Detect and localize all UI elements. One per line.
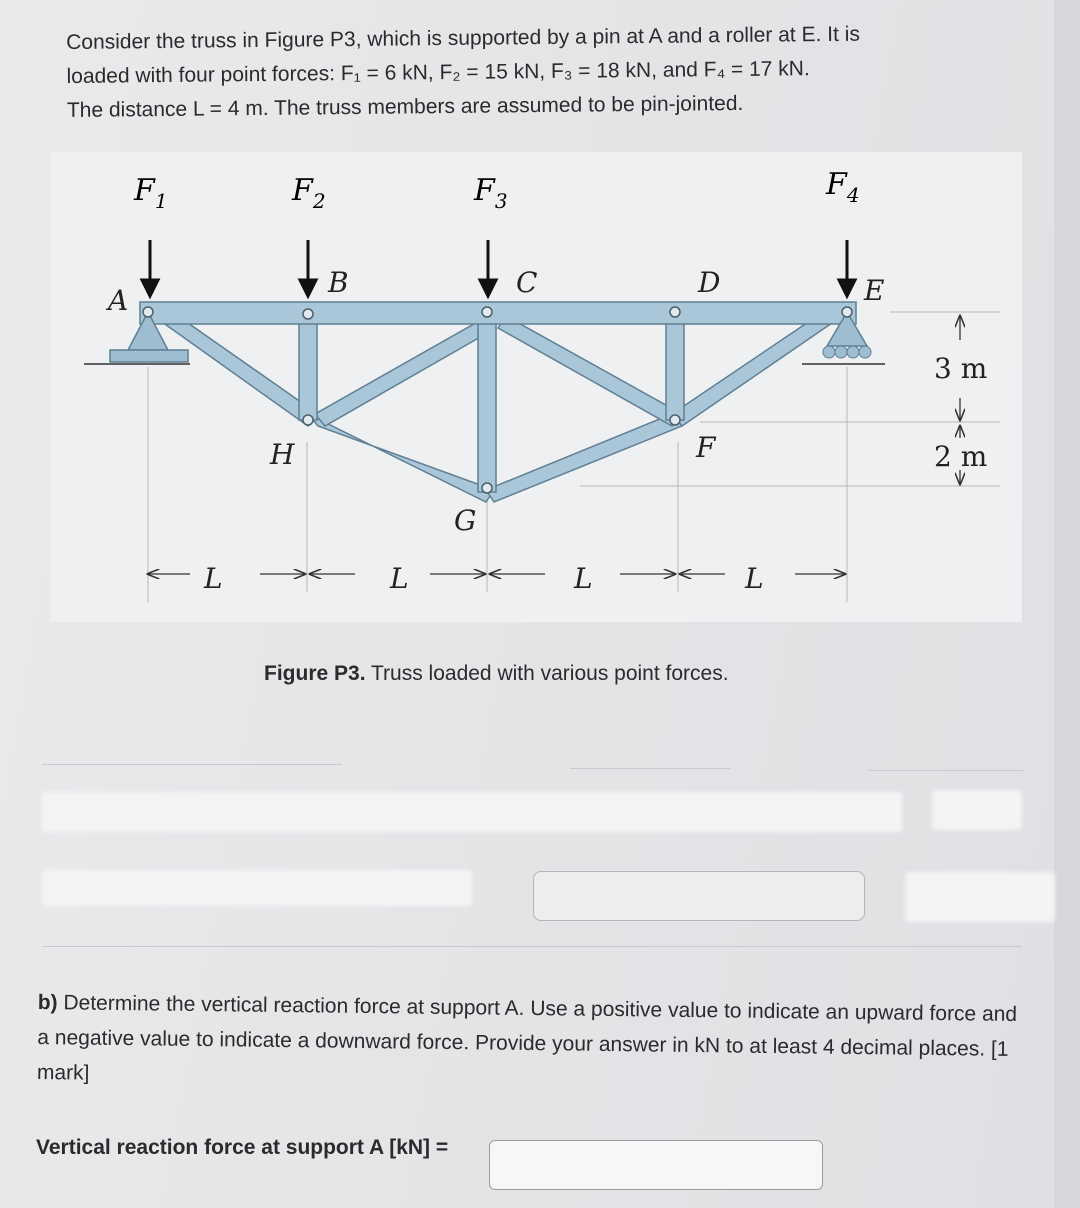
answer-input[interactable] bbox=[489, 1140, 823, 1190]
divider-rule bbox=[42, 764, 342, 765]
span-label-1: L bbox=[204, 562, 223, 595]
node-label-f: F bbox=[696, 431, 716, 464]
node-label-h: H bbox=[270, 438, 295, 471]
span-label-2: L bbox=[390, 562, 409, 595]
member-gf bbox=[486, 414, 682, 502]
node-label-b: B bbox=[328, 266, 349, 299]
section-divider bbox=[42, 946, 1022, 947]
intro-line-1: Consider the truss in Figure P3, which is supported by a pin at A and a roller at E. It is bbox=[66, 22, 860, 54]
force-label-f4: $F_4$ bbox=[826, 167, 860, 207]
force-f3-value: F₃ = 18 kN, and bbox=[550, 58, 704, 83]
answer-label: Vertical reaction force at support A [kN] = bbox=[36, 1136, 449, 1159]
truss-figure bbox=[50, 152, 1022, 622]
force-label-f2: $F_2$ bbox=[292, 173, 326, 213]
figure-caption: Figure P3. Truss loaded with various point forces. bbox=[264, 662, 729, 685]
member-cf bbox=[498, 316, 682, 426]
height-label-lower: 2 m bbox=[934, 440, 988, 473]
intro-line-3: The distance L = 4 m. The truss members are assumed to be pin-jointed. bbox=[66, 91, 744, 122]
node-label-a: A bbox=[108, 284, 129, 317]
node-label-g: G bbox=[454, 504, 477, 537]
distance-value: L = 4 bbox=[192, 97, 240, 121]
redacted-block bbox=[932, 790, 1022, 830]
member-df bbox=[666, 312, 684, 420]
height-label-upper: 3 m bbox=[934, 352, 988, 385]
member-hc bbox=[315, 316, 496, 426]
span-label-3: L bbox=[574, 562, 593, 595]
span-label-4: L bbox=[745, 562, 764, 595]
truss-diagram bbox=[50, 152, 1022, 622]
truss-members bbox=[140, 302, 856, 502]
force-f1-value: F₁ = 6 kN, bbox=[340, 61, 440, 86]
page-edge bbox=[1054, 0, 1080, 1208]
member-bh bbox=[299, 312, 317, 420]
member-hg bbox=[308, 414, 494, 502]
member-cg bbox=[478, 312, 496, 492]
divider-rule bbox=[868, 770, 1023, 771]
force-arrows bbox=[142, 240, 855, 296]
divider-rule bbox=[570, 768, 730, 769]
intro-line-2: loaded with four point forces: F₁ = 6 kN, F₂ = 15 kN, F₃ = 18 kN, and F₄ = 17 kN. bbox=[66, 57, 810, 88]
question-b: b) Determine the vertical reaction force at support A. Use a positive value to indicate an upward force and a negative value to indicate a downward force. Provide your answer in kN to at least 4 decimal places. [1 mark] bbox=[36, 990, 1018, 1085]
top-chord bbox=[140, 302, 856, 324]
redacted-block bbox=[42, 870, 472, 906]
obscured-answer-box bbox=[533, 871, 865, 921]
force-label-f3: $F_3$ bbox=[474, 173, 508, 213]
force-f2-value: F₂ = 15 kN, bbox=[439, 59, 552, 85]
joints bbox=[143, 307, 852, 493]
problem-statement bbox=[66, 16, 997, 128]
node-label-c: C bbox=[516, 266, 538, 299]
redacted-block bbox=[42, 792, 902, 832]
redacted-block bbox=[905, 872, 1055, 922]
force-f4-value: F₄ = 17 kN. bbox=[703, 57, 810, 82]
node-label-d: D bbox=[698, 266, 721, 299]
force-label-f1: $F_1$ bbox=[134, 173, 168, 213]
node-label-e: E bbox=[864, 274, 885, 307]
